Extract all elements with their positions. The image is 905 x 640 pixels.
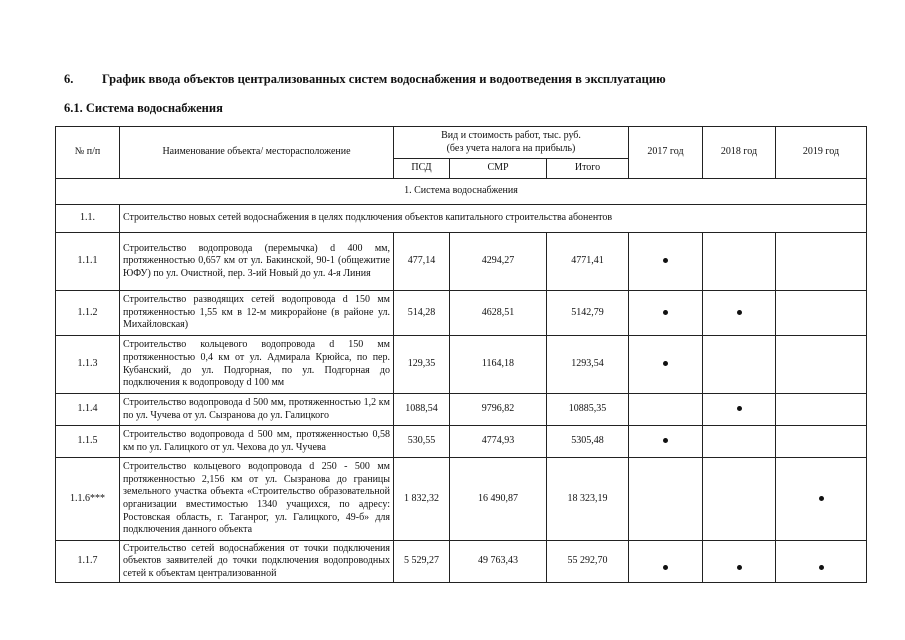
row-name: Строительство кольцевого водопровода d 150 мм протяженностью 0,4 км от ул. Адмирала Крюйса, по пер. Кубанский, до ул. Подгорная, по ул. Подгорная до подключения к водопроводу d 100 мм xyxy=(120,336,394,394)
header-cost-line1: Вид и стоимость работ, тыс. руб. xyxy=(441,129,581,141)
section-number: 6. xyxy=(64,72,74,86)
row-num: 1.1.4 xyxy=(56,394,120,426)
header-cost-line2: (без учета налога на прибыль) xyxy=(446,142,576,154)
subsection-heading: 6.1. Система водоснабжения xyxy=(64,101,223,115)
row-total: 4771,41 xyxy=(547,233,629,291)
schedule-mark-icon xyxy=(663,438,668,443)
schedule-mark-icon xyxy=(819,496,824,501)
row-2017-cell xyxy=(629,394,703,426)
header-name: Наименование объекта/ месторасположение xyxy=(120,127,394,179)
table-row xyxy=(56,426,867,458)
table-row xyxy=(56,291,867,336)
table-body xyxy=(56,179,867,583)
row-num: 1.1.3 xyxy=(56,336,120,394)
row-psd: 129,35 xyxy=(394,336,450,394)
row-2019-cell xyxy=(776,541,867,583)
row-num: 1.1.1 xyxy=(56,233,120,291)
row-smr: 4628,51 xyxy=(450,291,547,336)
row-total: 55 292,70 xyxy=(547,541,629,583)
row-2017-cell xyxy=(629,336,703,394)
row-name: Строительство сетей водоснабжения от точки подключения объектов заявителей до точки подключения водопроводных сетей к объектам централизованной xyxy=(120,541,394,583)
header-smr: СМР xyxy=(450,159,547,179)
row-num: 1.1.5 xyxy=(56,426,120,458)
row-2019-cell xyxy=(776,394,867,426)
group-num: 1.1. xyxy=(56,205,120,233)
row-num: 1.1.2 xyxy=(56,291,120,336)
row-psd: 1 832,32 xyxy=(394,458,450,541)
schedule-mark-icon xyxy=(663,361,668,366)
row-2018-cell xyxy=(703,336,776,394)
row-2018-cell xyxy=(703,233,776,291)
row-smr: 9796,82 xyxy=(450,394,547,426)
schedule-mark-icon xyxy=(663,258,668,263)
row-2019-cell xyxy=(776,233,867,291)
schedule-mark-icon xyxy=(663,310,668,315)
table-row xyxy=(56,233,867,291)
row-smr: 49 763,43 xyxy=(450,541,547,583)
schedule-table xyxy=(55,126,867,583)
row-2017-cell xyxy=(629,291,703,336)
row-psd: 514,28 xyxy=(394,291,450,336)
row-total: 1293,54 xyxy=(547,336,629,394)
row-2018-cell xyxy=(703,394,776,426)
schedule-mark-icon xyxy=(737,310,742,315)
row-psd: 530,55 xyxy=(394,426,450,458)
row-total: 10885,35 xyxy=(547,394,629,426)
row-2017-cell xyxy=(629,426,703,458)
table-row xyxy=(56,394,867,426)
header-cost xyxy=(394,127,629,159)
table-row xyxy=(56,336,867,394)
row-name: Строительство водопровода d 500 мм, протяженностью 1,2 км по ул. Чучева от ул. Сызранова до ул. Галицкого xyxy=(120,394,394,426)
row-num: 1.1.6*** xyxy=(56,458,120,541)
row-2018-cell xyxy=(703,458,776,541)
table-header xyxy=(56,127,867,179)
row-smr: 1164,18 xyxy=(450,336,547,394)
header-2017: 2017 год xyxy=(629,127,703,179)
row-psd: 5 529,27 xyxy=(394,541,450,583)
section-row xyxy=(56,179,867,205)
row-total: 5305,48 xyxy=(547,426,629,458)
schedule-mark-icon xyxy=(663,565,668,570)
row-2018-cell xyxy=(703,291,776,336)
header-psd: ПСД xyxy=(394,159,450,179)
row-2018-cell xyxy=(703,541,776,583)
group-row xyxy=(56,205,867,233)
row-total: 18 323,19 xyxy=(547,458,629,541)
schedule-mark-icon xyxy=(737,565,742,570)
row-psd: 1088,54 xyxy=(394,394,450,426)
section-heading xyxy=(64,72,884,87)
row-smr: 4294,27 xyxy=(450,233,547,291)
row-name: Строительство разводящих сетей водопровода d 150 мм протяженностью 1,55 км в 12-м микрорайоне (в районе ул. Михайловская) xyxy=(120,291,394,336)
row-total: 5142,79 xyxy=(547,291,629,336)
row-2019-cell xyxy=(776,291,867,336)
row-name: Строительство кольцевого водопровода d 250 - 500 мм протяженностью 2,156 км от ул. Сызранова до границы земельного участка объекта «Строительство образовательной организации вместимостью 1340 учащихся, по адресу: Ростовская область, г. Таганрог, ул. Галицкого, 49-б» для подключения данного объекта xyxy=(120,458,394,541)
row-2019-cell xyxy=(776,458,867,541)
row-num: 1.1.7 xyxy=(56,541,120,583)
row-2019-cell xyxy=(776,336,867,394)
table-row xyxy=(56,458,867,541)
row-smr: 4774,93 xyxy=(450,426,547,458)
row-2019-cell xyxy=(776,426,867,458)
schedule-mark-icon xyxy=(819,565,824,570)
header-2019: 2019 год xyxy=(776,127,867,179)
row-name: Строительство водопровода (перемычка) d 400 мм, протяженностью 0,657 км от ул. Бакинской, 90-1 (общежитие ЮФУ) по ул. Очистной, пер. 3-ий Новый до ул. 4-я Линия xyxy=(120,233,394,291)
row-name: Строительство водопровода d 500 мм, протяженностью 0,58 км по ул. Галицкого от ул. Чехова до ул. Чучева xyxy=(120,426,394,458)
row-2017-cell xyxy=(629,233,703,291)
table-row xyxy=(56,541,867,583)
row-2017-cell xyxy=(629,541,703,583)
row-2017-cell xyxy=(629,458,703,541)
section-title: График ввода объектов централизованных систем водоснабжения и водоотведения в эксплуатацию xyxy=(102,72,666,86)
row-2018-cell xyxy=(703,426,776,458)
row-smr: 16 490,87 xyxy=(450,458,547,541)
header-total: Итого xyxy=(547,159,629,179)
group-title: Строительство новых сетей водоснабжения в целях подключения объектов капитального строительства абонентов xyxy=(120,205,867,233)
row-psd: 477,14 xyxy=(394,233,450,291)
section-row-title: 1. Система водоснабжения xyxy=(56,179,867,205)
header-2018: 2018 год xyxy=(703,127,776,179)
schedule-mark-icon xyxy=(737,406,742,411)
header-num: № п/п xyxy=(56,127,120,179)
